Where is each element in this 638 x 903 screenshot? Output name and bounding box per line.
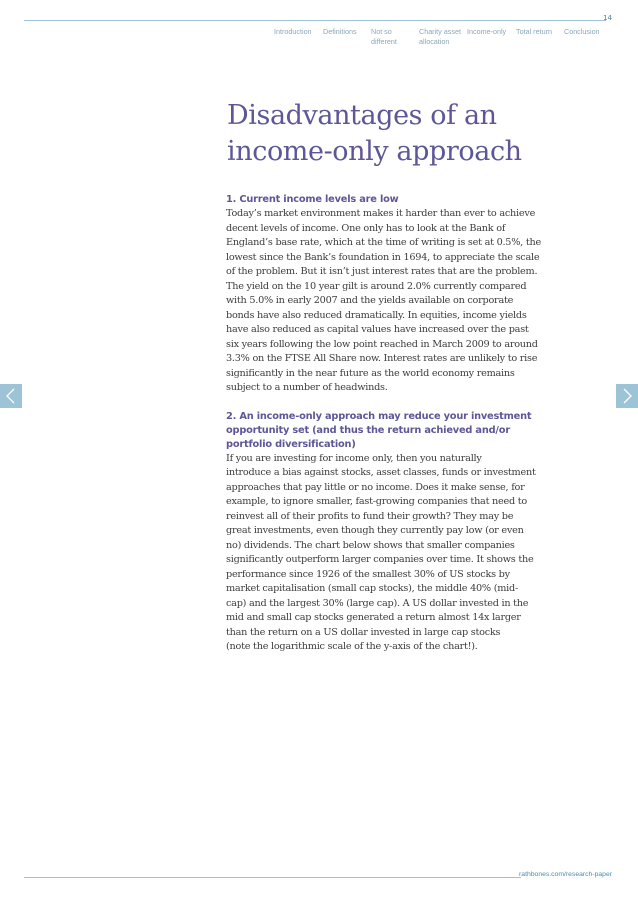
- nav-not-so-different-line-1: Not so: [371, 27, 392, 36]
- paragraph-line: reinvest all of their profits to fund their growth? They may be: [226, 510, 514, 522]
- section-2-title: [226, 410, 576, 452]
- chevron-right-icon: [616, 384, 638, 408]
- section-current-income: [226, 193, 576, 396]
- paragraph-line: The yield on the 10 year gilt is around 2.0% currently compared: [226, 280, 527, 292]
- paragraph-line: cap) and the largest 30% (large cap). A US dollar invested in the: [226, 597, 529, 609]
- paragraph-line: mid and small cap stocks generated a return almost 14x larger: [226, 612, 521, 623]
- footer-rule: [24, 877, 521, 878]
- nav-introduction[interactable]: Introduction: [274, 27, 312, 36]
- footer-website-link[interactable]: rathbones.com/research-paper: [519, 871, 612, 878]
- paragraph-line: lowest since the Bank’s foundation in 1694, to appreciate the scale: [226, 251, 540, 263]
- previous-page-button[interactable]: [0, 384, 22, 408]
- section-2-title-line: opportunity set (and thus the return achieved and/or: [226, 424, 510, 436]
- section-1-title: [226, 193, 576, 207]
- nav-not-so-different[interactable]: [371, 27, 397, 47]
- paragraph-line: Today’s market environment makes it harder than ever to achieve: [226, 208, 536, 219]
- paragraph-line: example, to ignore smaller, fast-growing companies that need to: [226, 496, 528, 507]
- paragraph-line: market capitalisation (small cap stocks), the middle 40% (mid-: [226, 583, 518, 594]
- nav-definitions[interactable]: Definitions: [323, 27, 357, 36]
- section-2-paragraph: [226, 452, 576, 655]
- page-heading-line-1: Disadvantages of an: [227, 100, 497, 131]
- section-2-title-line: portfolio diversification): [226, 438, 356, 450]
- section-1-paragraph: [226, 207, 576, 396]
- paragraph-line: If you are investing for income only, then you naturally: [226, 452, 482, 464]
- section-spacer: [226, 396, 576, 410]
- paragraph-line: with 5.0% in early 2007 and the yields available on corporate: [226, 295, 514, 306]
- nav-conclusion[interactable]: Conclusion: [564, 27, 600, 36]
- paragraph-line: have also reduced as capital values have increased over the past: [226, 324, 529, 335]
- header-rule: [24, 20, 606, 21]
- nav-charity-asset-allocation-line-1: Charity asset: [419, 27, 461, 36]
- chevron-left-icon: [0, 384, 22, 408]
- paragraph-line: England’s base rate, which at the time of writing is set at 0.5%, the: [226, 237, 541, 248]
- nav-income-only[interactable]: Income-only: [467, 27, 507, 36]
- section-opportunity-set: [226, 410, 576, 655]
- next-page-button[interactable]: [616, 384, 638, 408]
- paragraph-line: six years following the low point reached in March 2009 to around: [226, 338, 538, 350]
- paragraph-line: (note the logarithmic scale of the y-axis of the chart!).: [226, 641, 478, 652]
- nav-not-so-different-line-2: different: [371, 37, 397, 46]
- page-heading: [227, 98, 522, 170]
- paragraph-line: than the return on a US dollar invested in large cap stocks: [226, 626, 501, 638]
- paragraph-line: introduce a bias against stocks, asset classes, funds or investment: [226, 467, 536, 478]
- paragraph-line: no) dividends. The chart below shows that smaller companies: [226, 539, 515, 551]
- nav-charity-asset-allocation[interactable]: [419, 27, 461, 47]
- paragraph-line: decent levels of income. One only has to look at the Bank of: [226, 222, 506, 234]
- paragraph-line: performance since 1926 of the smallest 30% of US stocks by: [226, 568, 510, 580]
- paragraph-line: significantly outperform larger companies over time. It shows the: [226, 554, 534, 565]
- paragraph-line: great investments, even though they currently pay low (or even: [226, 525, 524, 536]
- paragraph-line: subject to a number of headwinds.: [226, 382, 388, 393]
- nav-charity-asset-allocation-line-2: allocation: [419, 37, 450, 46]
- section-1-title-line: 1. Current income levels are low: [226, 194, 399, 205]
- paragraph-line: significantly in the near future as the world economy remains: [226, 367, 515, 379]
- paragraph-line: 3.3% on the FTSE All Share now. Interest rates are unlikely to rise: [226, 353, 538, 364]
- body-content: [226, 193, 576, 655]
- section-2-title-line: 2. An income-only approach may reduce your investment: [226, 410, 532, 422]
- paragraph-line: approaches that pay little or no income. Does it make sense, for: [226, 481, 525, 493]
- paragraph-line: bonds have also reduced dramatically. In equities, income yields: [226, 309, 527, 321]
- paragraph-line: of the problem. But it isn’t just interest rates that are the problem.: [226, 266, 538, 277]
- nav-total-return[interactable]: Total return: [516, 27, 552, 36]
- page-number: 14: [603, 14, 612, 22]
- page-heading-line-2: income-only approach: [227, 136, 522, 167]
